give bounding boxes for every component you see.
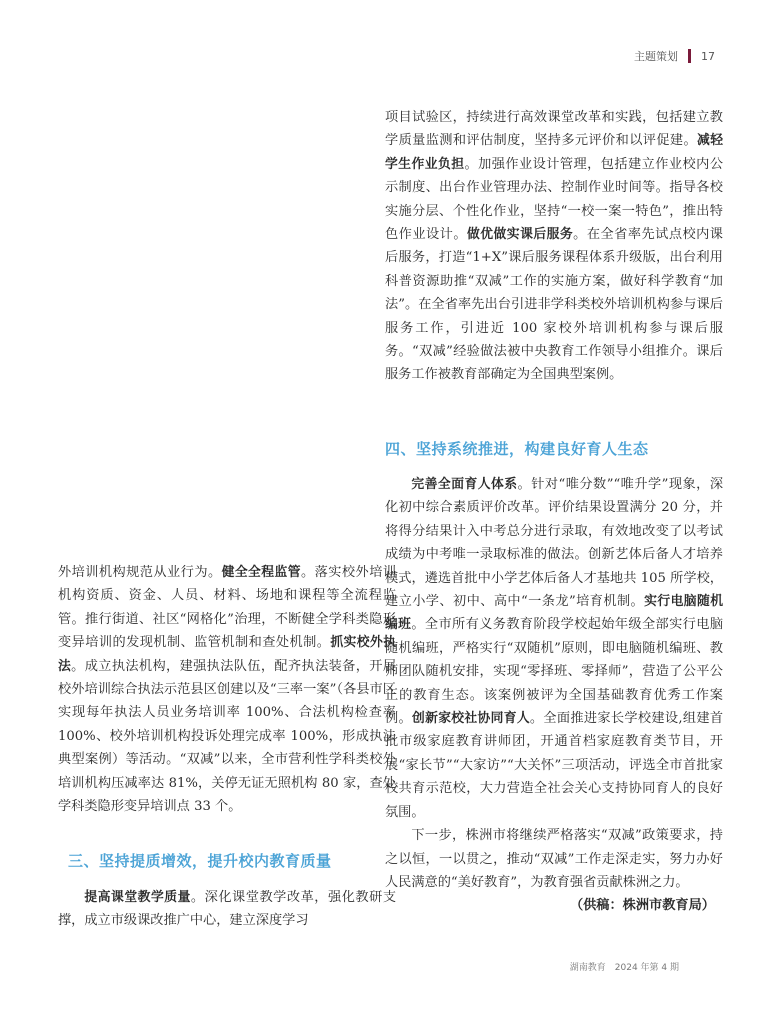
section-title: 主题策划 bbox=[634, 50, 678, 63]
right-column bbox=[385, 106, 723, 387]
paragraph: 下一步，株洲市将继续严格落实“双减”政策要求，持之以恒，一以贯之，推动“双减”工作走深走实，努力办好人民满意的“美好教育”，为教育强省贡献株洲之力。 bbox=[385, 828, 723, 890]
paragraph bbox=[385, 473, 723, 824]
running-header bbox=[634, 48, 715, 64]
article-credit: （供稿：株洲市教育局） bbox=[569, 898, 715, 914]
section-heading-3: 三、坚持提质增效，提升校内教育质量 bbox=[68, 852, 332, 870]
running-footer: 湖南教育 2024 年第 4 期 bbox=[569, 963, 679, 973]
text: 。成立执法机构，建强执法队伍，配齐执法装备，开展校外培训综合执法示范县区创建以及“三率一案”（各县市区实现每年执法人员业务培训率 100%、合法机构检查率 100%、校外培训机构投诉处理完成率 100%，形成执法典型案例）等活动。“双减”以来，全市营利性学科类校外培训机构压减率达 81%，关停无证无照机构 80 家，查处学科类隐形变异培训点 33 个。 bbox=[58, 658, 397, 815]
paragraph bbox=[58, 886, 396, 933]
section3-body bbox=[58, 886, 396, 933]
text: 。落实校外培训机构资质、资金、人员、材料、场地和课程等全流程监管。推行街道、社区“网格化”治理，不断健全学科类隐形变异培训的发现机制、监管机制和查处机制。 bbox=[58, 565, 397, 651]
paragraph bbox=[385, 106, 723, 387]
bold-lead: 做优做实课后服务 bbox=[466, 227, 574, 243]
section-heading-4: 四、坚持系统推进，构建良好育人生态 bbox=[385, 440, 649, 458]
bold-lead: 实行电脑随机编班 bbox=[385, 594, 724, 633]
left-column bbox=[58, 561, 396, 818]
header-divider bbox=[688, 49, 691, 63]
text: 外培训机构规范从业行为。 bbox=[58, 565, 222, 580]
text: 。针对“唯分数”“唯升学”现象，深化初中综合素质评价改革。评价结果设置满分 20 分，并将得分结果计入中考总分进行录取，有效地改变了以考试成绩为中考唯一录取标准的做法。创新艺体后备人才培养模式，遴选首批中小学艺体后备人才基地共 105 所学校，建立小学、初中、高中“一条龙”培育机制。 bbox=[385, 477, 724, 610]
text: 项目试验区，持续进行高效课堂改革和实践，包括建立教学质量监测和评估制度，坚持多元评价和以评促建。 bbox=[385, 110, 723, 149]
page-number: 17 bbox=[701, 49, 715, 63]
bold-lead: 提高课堂教学质量 bbox=[84, 890, 191, 905]
bold-lead: 抓实校外执法 bbox=[58, 635, 397, 674]
bold-lead: 健全全程监管 bbox=[221, 565, 302, 580]
bold-lead: 创新家校社协同育人 bbox=[412, 711, 530, 727]
text: 。全面推进家长学校建设,组建首批市级家庭教育讲师团，开通首档家庭教育类节目，开展“家长节”“大家访”“大关怀”三项活动，评选全市首批家校共育示范校，大力营造全社会关心支持协同育人的良好氛围。 bbox=[385, 711, 724, 820]
bold-lead: 减轻学生作业负担 bbox=[385, 133, 724, 172]
text: 。全市所有义务教育阶段学校起始年级全部实行电脑随机编班，严格实行“双随机”原则，即电脑随机编班、教师团队随机安排，实现“零择班、零择师”，营造了公平公正的教育生态。该案例被评为全国基础教育优秀工作案例。 bbox=[385, 617, 724, 727]
section4-body bbox=[385, 473, 723, 918]
text: 。加强作业设计管理，包括建立作业校内公示制度、出台作业管理办法、控制作业时间等。指导各校实施分层、个性化作业，坚持“一校一案一特色”，推出特色作业设计。 bbox=[385, 156, 724, 243]
paragraph bbox=[58, 561, 396, 818]
text: 。在全省率先试点校内课后服务，打造“1+X”课后服务课程体系升级版，出台利用科普资源助推“双减”工作的实施方案，做好科学教育“加法”。在全省率先出台引进非学科类校外培训机构参与课后服务工作，引进近 100 家校外培训机构参与课后服务。“双减”经验做法被中央教育工作领导小组推介。课后服务工作被教育部确定为全国典型案例。 bbox=[385, 227, 723, 383]
text: 。深化课堂教学改革，强化教研支撑，成立市级课改推广中心，建立深度学习 bbox=[58, 890, 397, 929]
bold-lead: 完善全面育人体系 bbox=[411, 477, 518, 492]
